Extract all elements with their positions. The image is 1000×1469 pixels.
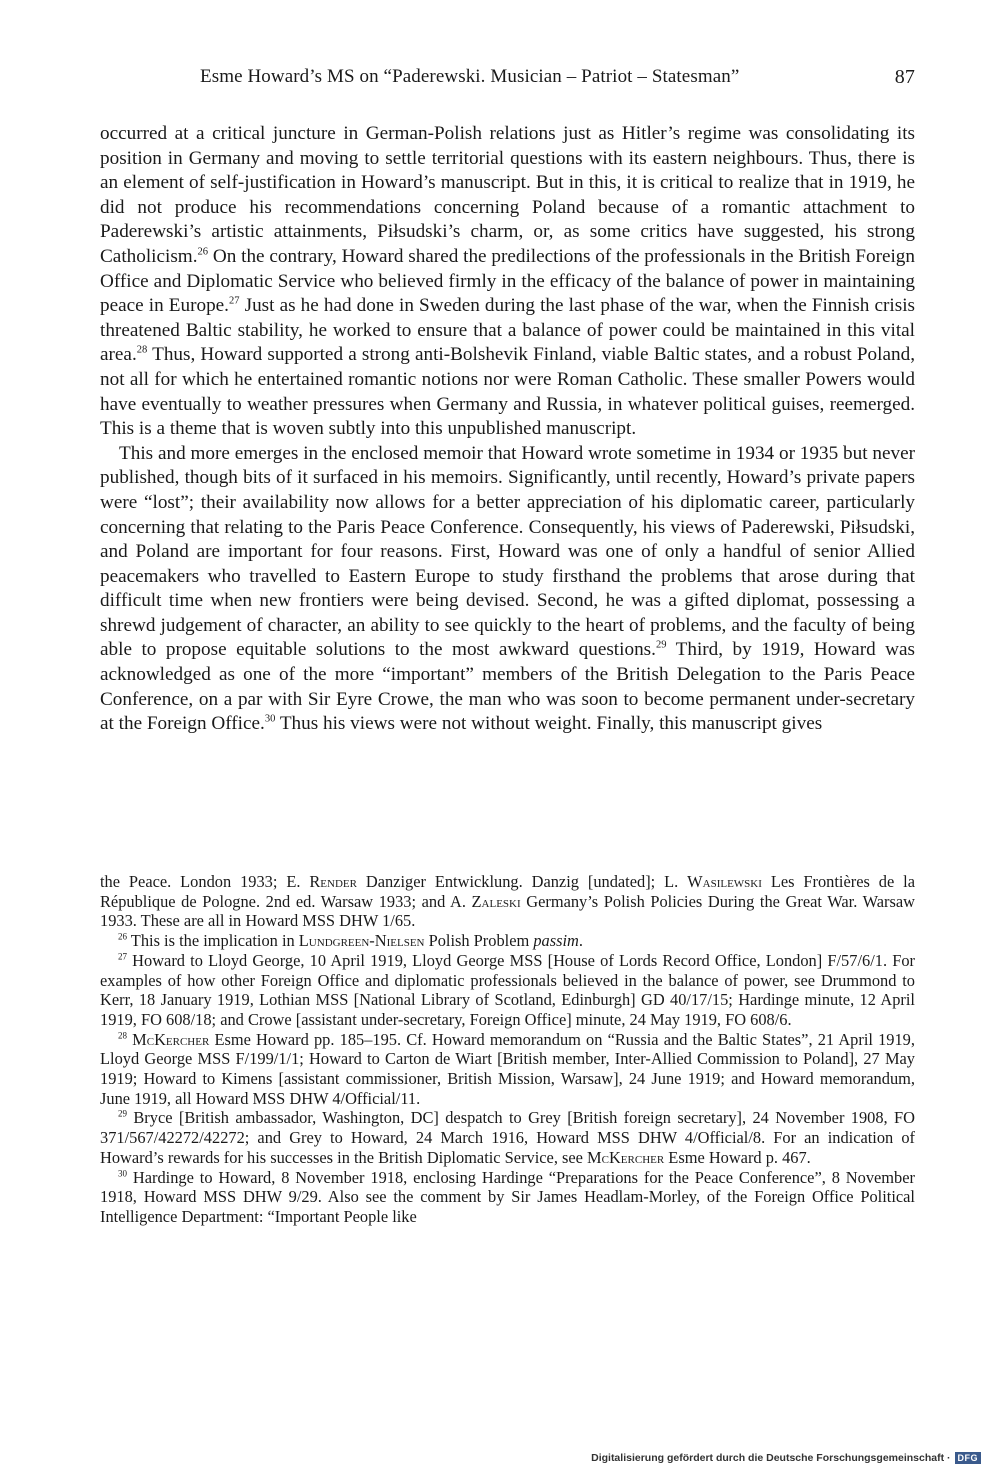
running-header: [100, 66, 915, 96]
text-run: Bryce [British ambassador, Washington, DC] despatch to Grey [British foreign secretary], 24 November 1908, FO 371/567/42272/42272; and Grey to Howard, 24 March 1916, Howard MSS DHW 4/Official/8. For an indication of Howard’s rewards for his successes in the British Diplomatic Service, see: [100, 1108, 915, 1167]
footnote-26: [100, 931, 915, 951]
text-run: Just as he had done in Sweden during the last phase of the war, when the Finnish crisis threatened Baltic stability, he worked to ensure that a balance of power could be maintained in this vital area.: [100, 295, 915, 366]
text-run: Esme Howard p. 467.: [664, 1147, 811, 1167]
author-name: Zaleski: [471, 891, 521, 911]
text-run: Third, by 1919, Howard was acknowledged as one of the more “important” members of the British Delegation to the Paris Peace Conference, on a par with Sir Eyre Crowe, the man who was soon to become permanent under-secretary at the Foreign Office.: [100, 639, 916, 735]
text-run: the Peace. London 1933; E.: [100, 872, 310, 891]
digitization-credit: [591, 1450, 981, 1466]
running-title: Esme Howard’s MS on “Paderewski. Musician – Patriot – Statesman”: [200, 66, 740, 87]
text-run: Les Frontières de la République de Pologne. 2nd ed. Warsaw 1933; and A.: [100, 872, 915, 911]
text-run: This and more emerges in the enclosed memoir that Howard wrote sometime in 1934 or 1935 but never published, though bits of it surfaced in his memoirs. Significantly, until recently, Howard’s private papers were “lost”; their availability now allows for a better appreciation of his diplomatic career, particularly concerning that relating to the Paris Peace Conference. Consequently, his views of Paderewski, Piłsudski, and Poland are important for four reasons. First, Howard was one of only a handful of senior Allied peacemakers who travelled to Eastern Europe to study firsthand the problems that arose during that difficult time when new frontiers were being devised. Second, he was a gifted diplomat, possessing a shrewd judgement of character, an ability to see quickly to the heart of problems, and the faculty of being able to propose equitable solutions to the most awkward questions.: [100, 442, 915, 661]
footnote-ref: 29: [655, 640, 667, 652]
author-name: McKercher: [132, 1029, 210, 1049]
footnote-number: 28: [118, 1030, 127, 1041]
footnote-29: [100, 1108, 915, 1167]
footnote-continued: [100, 872, 915, 931]
footnote-28: [100, 1030, 915, 1109]
footnotes: [100, 872, 915, 1227]
author-name: Render: [309, 872, 357, 891]
footnote-ref: 27: [228, 295, 240, 307]
text-run: Thus, Howard supported a strong anti-Bolshevik Finland, viable Baltic states, and a robust Poland, not all for which he entertained romantic notions nor were Roman Catholic. These smaller Powers would have eventually to weather pressures when Germany and Russia, in whatever political guises, reemerged. This is a theme that is woven subtly into this unpublished manuscript.: [100, 344, 915, 440]
text-run: Polish Problem: [424, 931, 534, 951]
dfg-logo: DFG: [955, 1452, 982, 1464]
author-name: Lundgreen-Nielsen: [298, 931, 425, 951]
footnote-number: 27: [118, 951, 127, 962]
author-name: Wasilewski: [687, 872, 762, 891]
author-name: McKercher: [587, 1147, 665, 1167]
page-number: 87: [894, 66, 915, 88]
paragraph: [100, 442, 915, 737]
text-run: .: [578, 931, 583, 951]
footnote-number: 30: [118, 1168, 127, 1179]
text-run: Thus his views were not without weight. Finally, this manuscript gives: [275, 713, 823, 735]
footnote-ref: 30: [264, 713, 276, 725]
text-run: This is the implication in: [127, 931, 299, 951]
footnote-number: 26: [118, 931, 127, 942]
footnote-27: [100, 951, 915, 1030]
text-run: occurred at a critical juncture in German-Polish relations just as Hitler’s regime was consolidating its position in Germany and moving to settle territorial questions with its eastern neighbours. Thus, there is an element of self-justification in Howard’s manuscript. But in this, it is critical to realize that in 1919, he did not produce his recommendations concerning Poland because of a romantic attachment to Paderewski’s artistic attainments, Piłsudski’s charm, or, as some critics have suggested, his strong Catholicism.: [100, 123, 915, 267]
text-run: Danziger Entwicklung. Danzig [undated]; L.: [356, 872, 688, 891]
text-run: Hardinge to Howard, 8 November 1918, enclosing Hardinge “Preparations for the Peace Conference”, 8 November 1918, Howard MSS DHW 9/29. Also see the comment by Sir James Headlam-Morley, of the Foreign Office Political Intelligence Department: “Important People like: [100, 1167, 915, 1226]
text-run: Germany’s Polish Policies During the Great War. Warsaw 1933. These are all in Howard MSS DHW 1/65.: [100, 891, 915, 931]
footnote-ref: 28: [136, 344, 148, 356]
text-run: On the contrary, Howard shared the predilections of the professionals in the British Foreign Office and Diplomatic Service who believed firmly in the efficacy of the balance of power in maintaining peace in Europe.: [100, 245, 915, 317]
footnote-30: [100, 1168, 915, 1227]
text-run: Howard to Lloyd George, 10 April 1919, Lloyd George MSS [House of Lords Record Office, London] F/57/6/1. For examples of how other Foreign Office and diplomatic professionals believed in the balance of power, see Drummond to Kerr, 18 January 1919, Lothian MSS [National Library of Scotland, Edinburgh] GD 40/17/15; Hardinge minute, 12 April 1919, FO 608/18; and Crowe [assistant under-secretary, Foreign Office] minute, 24 May 1919, FO 608/6.: [100, 950, 915, 1029]
credit-text: Digitalisierung gefördert durch die Deutsche Forschungsgemeinschaft ·: [591, 1452, 951, 1464]
main-text: [100, 122, 915, 737]
footnote-ref: 26: [197, 246, 209, 258]
text-run: Esme Howard pp. 185–195. Cf. Howard memorandum on “Russia and the Baltic States”, 21 April 1919, Lloyd George MSS F/199/1/1; Howard to Carton de Wiart [British member, Inter-Allied Commission to Poland], 27 May 1919; Howard to Kimens [assistant commissioner, British Mission, Warsaw], 24 June 1919; and Howard memorandum, June 1919, all Howard MSS DHW 4/Official/11.: [100, 1029, 915, 1108]
paragraph: [100, 122, 915, 442]
footnote-number: 29: [118, 1109, 127, 1120]
italic-term: passim: [533, 931, 579, 951]
